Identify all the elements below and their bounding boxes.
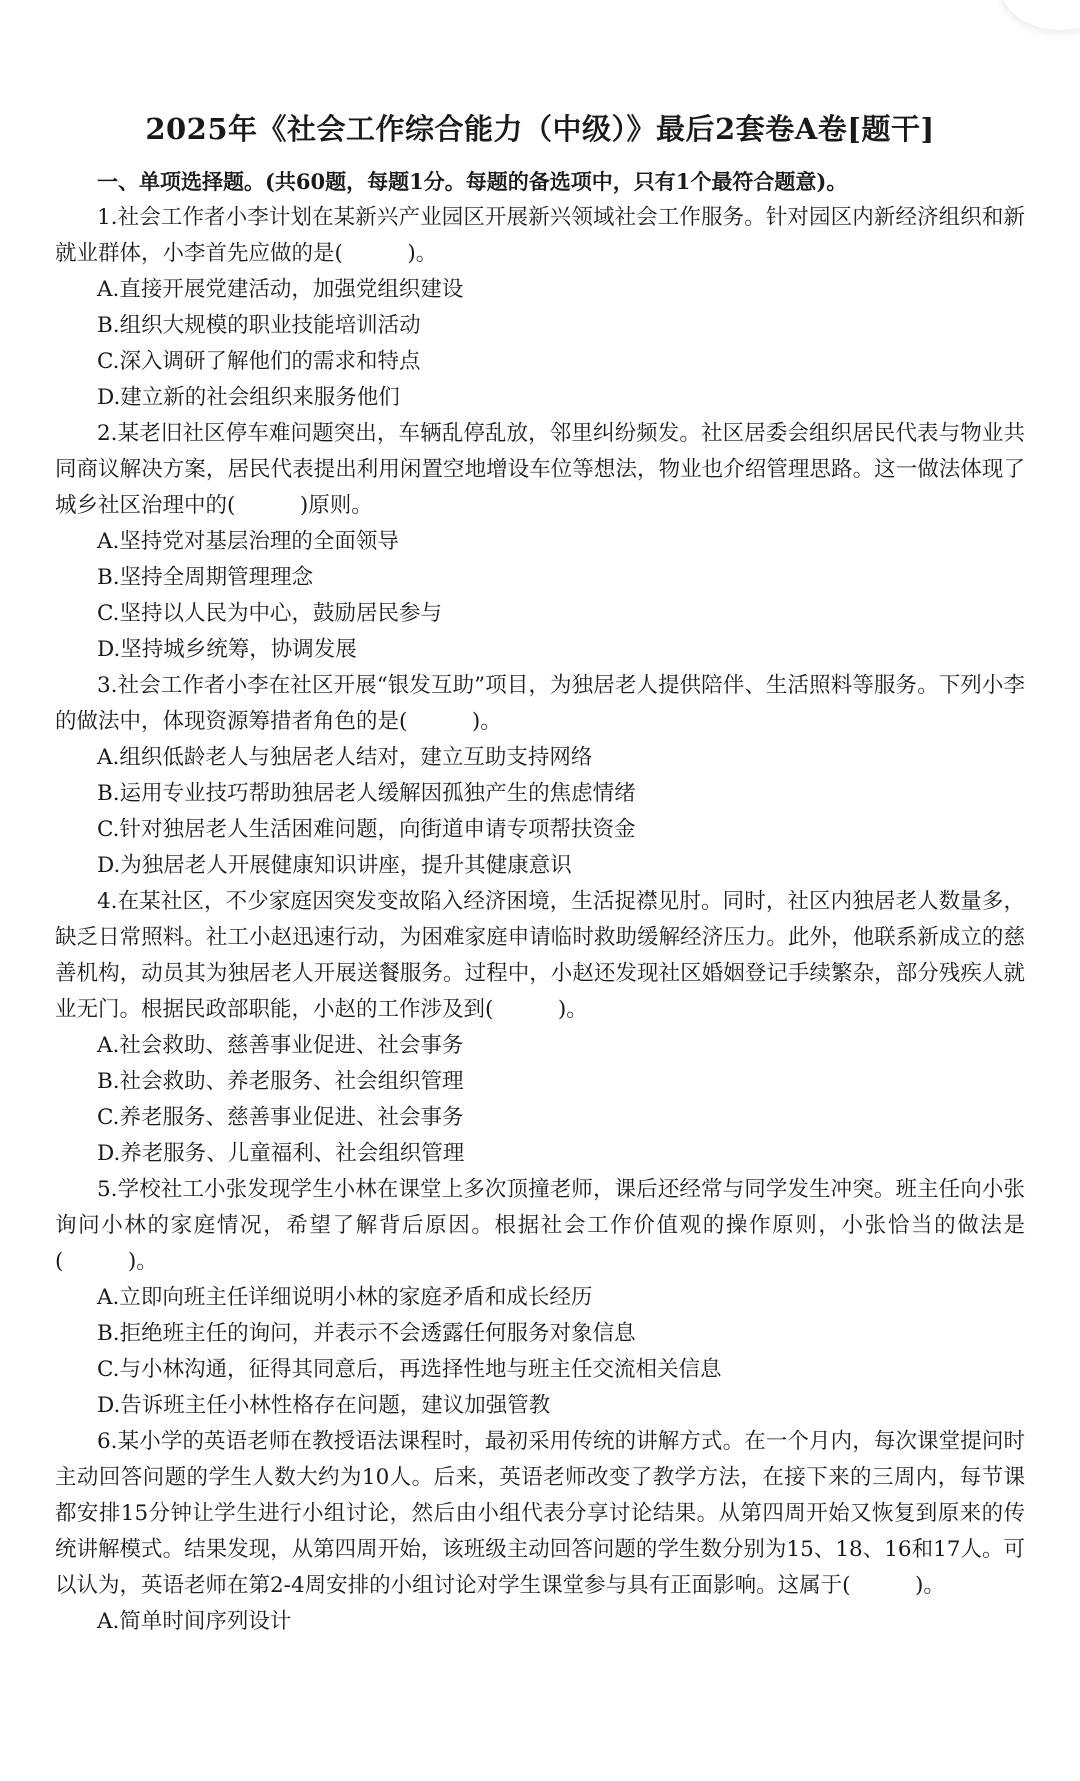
section-heading: 一、单项选择题。(共60题，每题1分。每题的备选项中，只有1个最符合题意)。 <box>97 169 848 194</box>
option-a: A.组织低龄老人与独居老人结对，建立互助支持网络 <box>97 745 593 770</box>
option-a: A.立即向班主任详细说明小林的家庭矛盾和成长经历 <box>97 1285 593 1310</box>
option-d: D.为独居老人开展健康知识讲座，提升其健康意识 <box>97 853 572 878</box>
option-d: D.养老服务、儿童福利、社会组织管理 <box>97 1141 465 1166</box>
option-c: C.坚持以人民为中心，鼓励居民参与 <box>97 601 443 626</box>
question-stem: 5.学校社工小张发现学生小林在课堂上多次顶撞老师，课后还经常与同学发生冲突。班主任向小张询问小林的家庭情况，希望了解背后原因。根据社会工作价值观的操作原则，小张恰当的做法是( )。 <box>55 1177 1025 1274</box>
option-c: C.针对独居老人生活困难问题，向街道申请专项帮扶资金 <box>97 817 636 842</box>
option-c: C.深入调研了解他们的需求和特点 <box>97 349 421 374</box>
option-c: C.与小林沟通，征得其同意后，再选择性地与班主任交流相关信息 <box>97 1357 722 1382</box>
question-4 <box>55 884 1025 1172</box>
option-c: C.养老服务、慈善事业促进、社会事务 <box>97 1105 464 1130</box>
question-2 <box>55 416 1025 668</box>
option-a: A.简单时间序列设计 <box>97 1609 292 1634</box>
question-5 <box>55 1172 1025 1424</box>
question-1 <box>55 200 1025 416</box>
option-d: D.坚持城乡统筹，协调发展 <box>97 637 357 662</box>
question-stem: 1.社会工作者小李计划在某新兴产业园区开展新兴领域社会工作服务。针对园区内新经济组织和新就业群体，小李首先应做的是( )。 <box>55 205 1025 266</box>
option-b: B.组织大规模的职业技能培训活动 <box>97 313 421 338</box>
option-d: D.建立新的社会组织来服务他们 <box>97 385 400 410</box>
corner-overlay <box>1000 0 1080 30</box>
question-stem: 4.在某社区，不少家庭因突发变故陷入经济困境，生活捉襟见肘。同时，社区内独居老人数量多，缺乏日常照料。社工小赵迅速行动，为困难家庭申请临时救助缓解经济压力。此外，他联系新成立的慈善机构，动员其为独居老人开展送餐服务。过程中，小赵还发现社区婚姻登记手续繁杂，部分残疾人就业无门。根据民政部职能，小赵的工作涉及到( )。 <box>55 889 1025 1022</box>
question-stem: 6.某小学的英语老师在教授语法课程时，最初采用传统的讲解方式。在一个月内，每次课堂提问时主动回答问题的学生人数大约为10人。后来，英语老师改变了教学方法，在接下来的三周内，每节课都安排15分钟让学生进行小组讨论，然后由小组代表分享讨论结果。从第四周开始又恢复到原来的传统讲解模式。结果发现，从第四周开始，该班级主动回答问题的学生数分别为15、18、16和17人。可以认为，英语老师在第2-4周安排的小组讨论对学生课堂参与具有正面影响。这属于( )。 <box>55 1429 1025 1598</box>
option-b: B.坚持全周期管理理念 <box>97 565 314 590</box>
option-d: D.告诉班主任小林性格存在问题，建议加强管教 <box>97 1393 551 1418</box>
option-b: B.拒绝班主任的询问，并表示不会透露任何服务对象信息 <box>97 1321 636 1346</box>
question-3 <box>55 668 1025 884</box>
question-6 <box>55 1424 1025 1640</box>
question-stem: 2.某老旧社区停车难问题突出，车辆乱停乱放，邻里纠纷频发。社区居委会组织居民代表与物业共同商议解决方案，居民代表提出利用闲置空地增设车位等想法，物业也介绍管理思路。这一做法体现了城乡社区治理中的( )原则。 <box>55 421 1025 518</box>
question-stem: 3.社会工作者小李在社区开展“银发互助”项目，为独居老人提供陪伴、生活照料等服务。下列小李的做法中，体现资源筹措者角色的是( )。 <box>55 673 1025 734</box>
option-b: B.运用专业技巧帮助独居老人缓解因孤独产生的焦虑情绪 <box>97 781 636 806</box>
option-a: A.社会救助、慈善事业促进、社会事务 <box>97 1033 464 1058</box>
option-a: A.直接开展党建活动，加强党组织建设 <box>97 277 464 302</box>
option-a: A.坚持党对基层治理的全面领导 <box>97 529 399 554</box>
page-title: 2025年《社会工作综合能力（中级）》最后2套卷A卷[题干] <box>145 112 935 146</box>
option-b: B.社会救助、养老服务、社会组织管理 <box>97 1069 464 1094</box>
exam-page <box>55 108 1025 1640</box>
